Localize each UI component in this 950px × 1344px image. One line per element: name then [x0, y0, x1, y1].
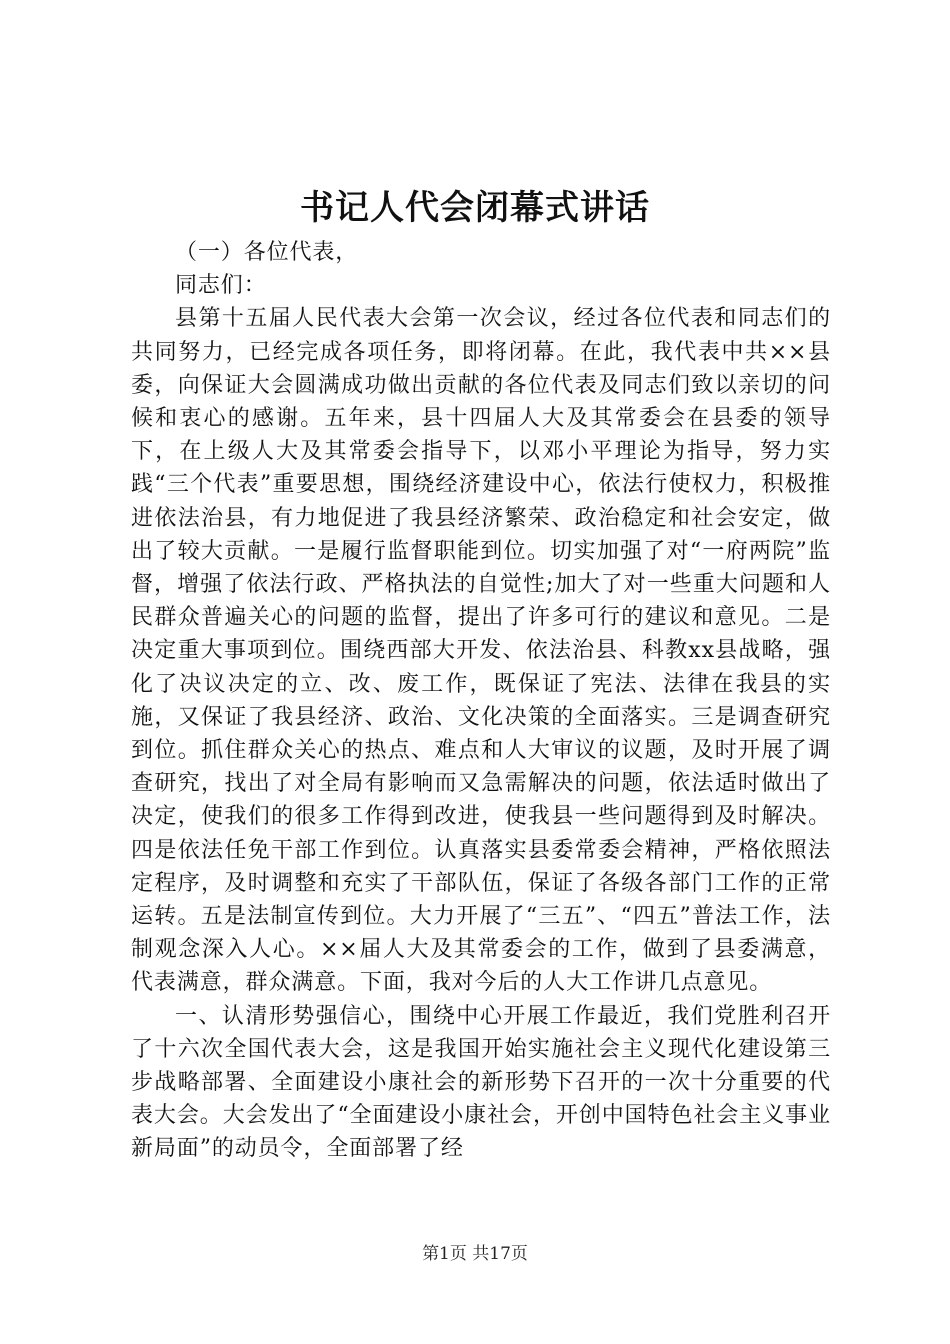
paragraph-review: 县第十五届人民代表大会第一次会议，经过各位代表和同志们的共同努力，已经完成各项任务，即将闭幕。在此，我代表中共××县委，向保证大会圆满成功做出贡献的各位代表及同志们致以亲切的问候和衷心的感谢。五年来，县十四届人大及其常委会在县委的领导下，在上级人大及其常委会指导下，以邓小平理论为指导，努力实践“三个代表”重要思想，围绕经济建设中心，依法行使权力，积极推进依法治县，有力地促进了我县经济繁荣、政治稳定和社会安定，做出了较大贡献。一是履行监督职能到位。切实加强了对“一府两院”监督，增强了依法行政、严格执法的自觉性;加大了对一些重大问题和人民群众普遍关心的问题的监督，提出了许多可行的建议和意见。二是决定重大事项到位。围绕西部大开发、依法治县、科教xx县战略，强化了决议决定的立、改、废工作，既保证了宪法、法律在我县的实施，又保证了我县经济、政治、文化决策的全面落实。三是调查研究到位。抓住群众关心的热点、难点和人大审议的议题，及时开展了调查研究，找出了对全局有影响而又急需解决的问题，依法适时做出了决定，使我们的很多工作得到改进，使我县一些问题得到及时解决。四是依法任免干部工作到位。认真落实县委常委会精神，严格依照法定程序，及时调整和充实了干部队伍，保证了各级各部门工作的正常运转。五是法制宣传到位。大力开展了“三五”、“四五”普法工作，法制观念深入人心。××届人大及其常委会的工作，做到了县委满意，代表满意，群众满意。下面，我对今后的人大工作讲几点意见。	[131, 306, 831, 996]
paragraph-salutation-comrades: 同志们：	[175, 273, 267, 299]
page-number: 第1页 共17页	[422, 1244, 528, 1264]
document-title: 书记人代会闭幕式讲话	[300, 188, 650, 228]
paragraph-salutation-delegates: （一）各位代表，	[175, 240, 359, 265]
paragraph-section-one: 一、认清形势强信心，围绕中心开展工作最近，我们党胜利召开了十六次全国代表大会，这是我国开始实施社会主义现代化建设第三步战略部署、全面建设小康社会的新形势下召开的一次十分重要的代表大会。大会发出了“全面建设小康社会，开创中国特色社会主义事业新局面”的动员令，全面部署了经	[131, 1003, 831, 1162]
document-body	[131, 236, 831, 1166]
